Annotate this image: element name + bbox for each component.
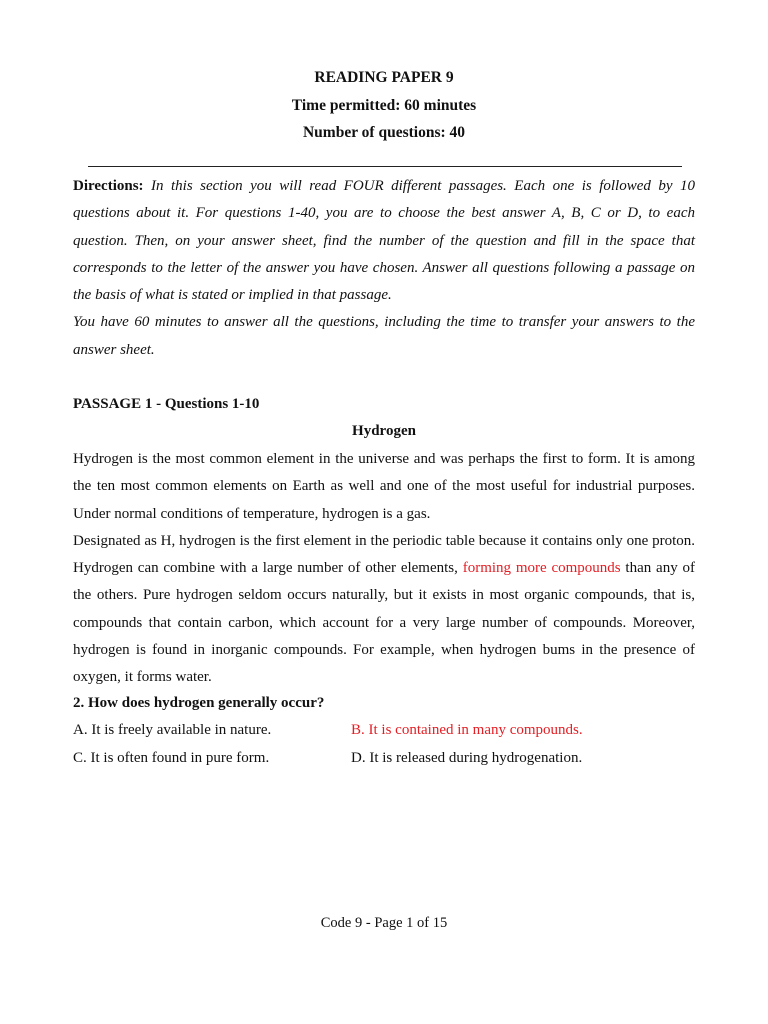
passage-paragraph-2-start: Designated as H, hydrogen is the first element in the periodic table because it contains only one proton. Hydrogen can combine with a large number of other elements, [73, 532, 695, 577]
number-of-questions: Number of questions: 40 [302, 124, 466, 141]
option-d: D. It is released during hydrogenation. [351, 750, 583, 766]
header-divider [88, 166, 682, 167]
directions-text: In this section you will read FOUR different passages. Each one is followed by 10 questions about it. For questions 1-40, you are to choose the best answer A, B, C or D, to each question. Then, on your answer sheet, find the number of the question and fill in the space that corresponds to the letter of the answer you have chosen. Answer all questions following a passage on the basis of what is stated or implied in that passage. [73, 178, 695, 304]
directions-block [73, 173, 695, 364]
directions-time-note: You have 60 minutes to answer all the questions, including the time to transfer your answers to the answer sheet. [73, 314, 695, 358]
directions-label: Directions: [73, 178, 144, 194]
option-a: A. It is freely available in nature. [73, 722, 272, 738]
passage-paragraph-1: Hydrogen is the most common element in the universe and was perhaps the first to form. It is among the ten most common elements on Earth as well and one of the most useful for industrial purposes. Under normal conditions of temperature, hydrogen is a gas. [73, 451, 695, 522]
passage-highlight: forming more compounds [462, 560, 621, 577]
passage-body [73, 446, 695, 692]
passage-title: Hydrogen [352, 423, 416, 439]
question-text: 2. How does hydrogen generally occur? [73, 695, 325, 711]
paper-title: READING PAPER 9 [314, 69, 454, 86]
option-b: B. It is contained in many compounds. [351, 722, 583, 738]
option-c: C. It is often found in pure form. [73, 750, 270, 766]
time-permitted: Time permitted: 60 minutes [291, 97, 477, 114]
passage-heading: PASSAGE 1 - Questions 1-10 [73, 396, 260, 412]
page-footer: Code 9 - Page 1 of 15 [320, 915, 448, 931]
passage-paragraph-2-end: than any of the others. Pure hydrogen seldom occurs naturally, but it exists in most organic compounds, that is, compounds that contain carbon, which account for a very large number of compounds. Moreover, hydrogen is found in inorganic compounds. For example, when hydrogen bums in the presence of oxygen, it forms water. [73, 560, 696, 686]
